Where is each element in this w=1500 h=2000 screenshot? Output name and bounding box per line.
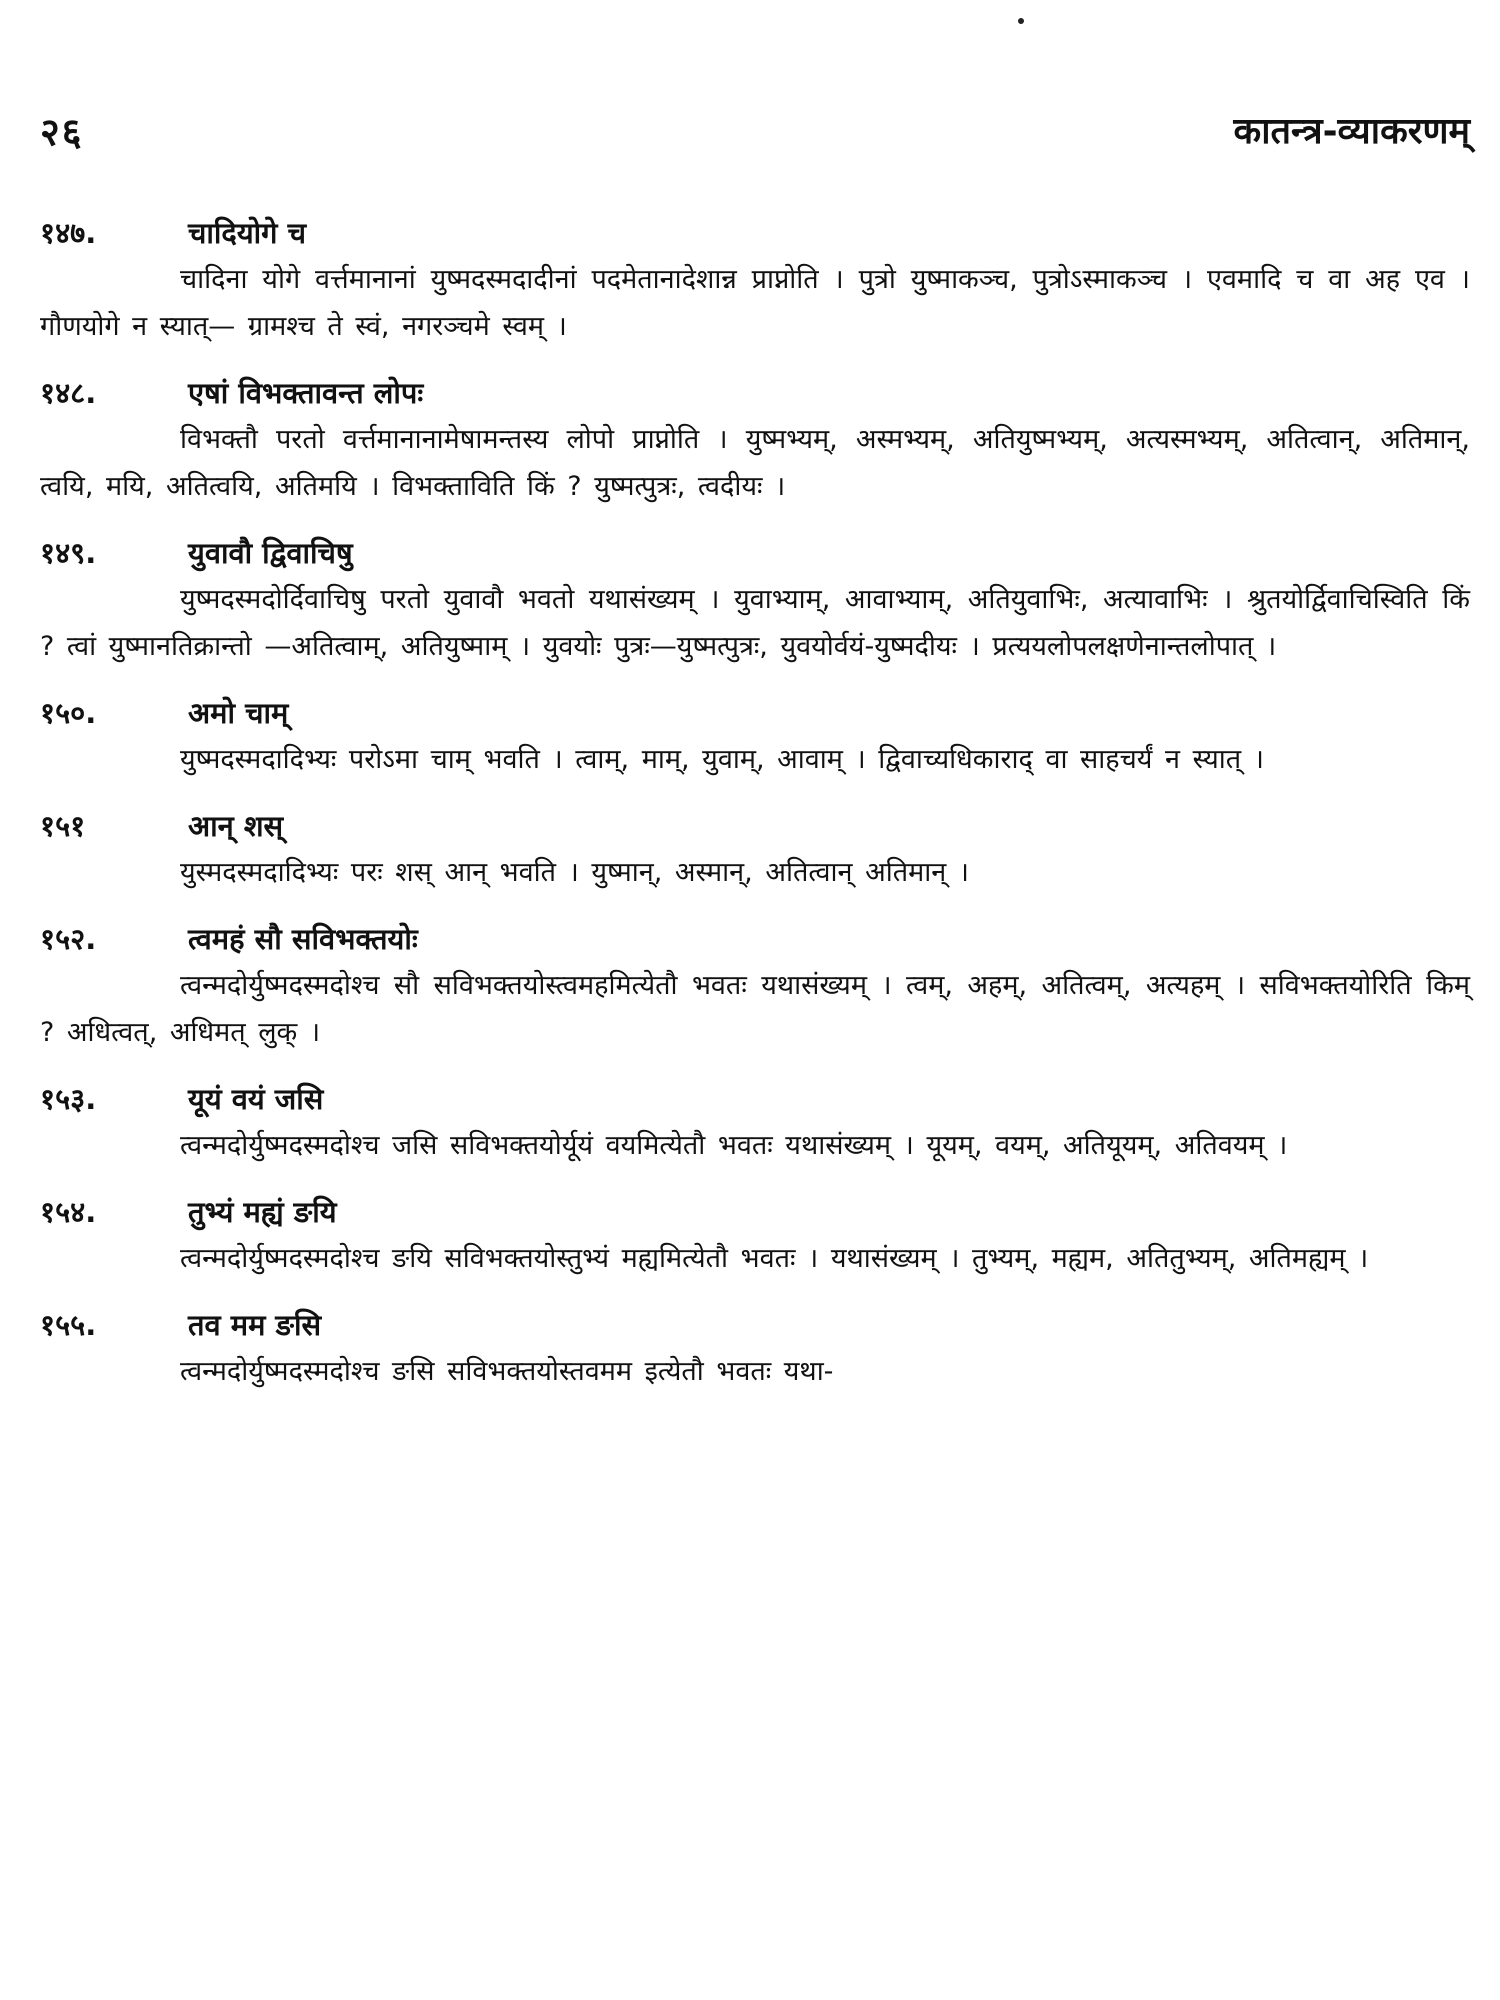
sutra-number: १४९. <box>40 536 97 570</box>
page-header <box>40 105 1470 165</box>
sutra-title: चादियोगे च <box>188 216 307 250</box>
sutra-title: यूयं वयं जसि <box>188 1082 324 1116</box>
sutra-152 <box>40 916 1470 1056</box>
sutra-title: युवावौ द्विवाचिषु <box>188 536 353 570</box>
sutra-title: अमो चाम् <box>188 696 289 730</box>
sutra-154 <box>40 1189 1470 1282</box>
scan-speck <box>1018 18 1024 24</box>
sutra-number: १५४. <box>40 1195 97 1229</box>
sutra-151 <box>40 803 1470 896</box>
sutra-149 <box>40 530 1470 670</box>
page-number: २६ <box>40 110 84 154</box>
sutra-commentary: विभक्तौ परतो वर्त्तमानानामेषामन्तस्य लोपो प्राप्नोति । युष्मभ्यम्, अस्मभ्यम्, अतियुष्मभ्यम्, अत्यस्मभ्यम्, अतित्वान्, अतिमान्, त्वयि, मयि, अतित्वयि, अतिमयि । विभक्ताविति किं ? युष्मत्पुत्रः, त्वदीयः । <box>40 424 1470 502</box>
sutra-title: त्वमहं सौ सविभक्तयोः <box>188 922 418 956</box>
sutra-147 <box>40 210 1470 350</box>
sutra-number: १४८. <box>40 376 97 410</box>
sutra-commentary: युस्मदस्मदादिभ्यः परः शस् आन् भवति । युष्मान्, अस्मान्, अतित्वान् अतिमान् । <box>180 857 970 888</box>
sutra-heading <box>40 530 1470 576</box>
sutra-153 <box>40 1076 1470 1169</box>
sutra-commentary: युष्मदस्मदादिभ्यः परोऽमा चाम् भवति । त्वाम्, माम्, युवाम्, आवाम् । द्विवाच्यधिकाराद् वा साहचर्यं न स्यात् । <box>180 744 1264 775</box>
sutra-heading <box>40 803 1470 849</box>
sutra-heading <box>40 370 1470 416</box>
sutra-title: तुभ्यं मह्यं ङयि <box>188 1195 337 1229</box>
sutra-number: १५१ <box>40 809 86 843</box>
sutra-commentary: त्वन्मदोर्युष्मदस्मदोश्च सौ सविभक्तयोस्त्वमहमित्येतौ भवतः यथासंख्यम् । त्वम्, अहम्, अतित्वम्, अत्यहम् । सविभक्तयोरिति किम् ? अधित्वत्, अधिमत् लुक् । <box>40 970 1470 1048</box>
sutra-150 <box>40 690 1470 783</box>
sutra-commentary: त्वन्मदोर्युष्मदस्मदोश्च जसि सविभक्तयोर्यूयं वयमित्येतौ भवतः यथासंख्यम् । यूयम्, वयम्, अतियूयम्, अतिवयम् । <box>180 1130 1288 1161</box>
sutra-heading <box>40 1076 1470 1122</box>
sutra-commentary: युष्मदस्मदोर्दिवाचिषु परतो युवावौ भवतो यथासंख्यम् । युवाभ्याम्, आवाभ्याम्, अतियुवाभिः, अत्यावाभिः । श्रुतयोर्द्विवाचिस्विति किं ? त्वां युष्मानतिक्रान्तो —अतित्वाम्, अतियुष्माम् । युवयोः पुत्रः—युष्मत्पुत्रः, युवयोर्वयं-युष्मदीयः । प्रत्ययलोपलक्षणेनान्तलोपात् । <box>40 584 1470 662</box>
sutra-title: तव मम ङसि <box>188 1308 322 1342</box>
sutra-155 <box>40 1302 1470 1395</box>
sutra-commentary: चादिना योगे वर्त्तमानानां युष्मदस्मदादीनां पदमेतानादेशान्न प्राप्नोति । पुत्रो युष्माकञ्च, पुत्रोऽस्माकञ्च । एवमादि च वा अह एव । गौणयोगे न स्यात्— ग्रामश्च ते स्वं, नगरञ्चमे स्वम् । <box>40 264 1470 342</box>
sutra-number: १५३. <box>40 1082 97 1116</box>
sutra-number: १५०. <box>40 696 97 730</box>
running-title: कातन्त्र-व्याकरणम् <box>1233 111 1470 152</box>
sutra-commentary: त्वन्मदोर्युष्मदस्मदोश्च ङसि सविभक्तयोस्तवमम इत्येतौ भवतः यथा- <box>180 1356 834 1387</box>
sutra-heading <box>40 690 1470 736</box>
sutra-number: १५५. <box>40 1308 97 1342</box>
sutra-title: आन् शस् <box>188 809 284 843</box>
page-content <box>40 210 1470 1415</box>
sutra-number: १४७. <box>40 216 97 250</box>
sutra-title: एषां विभक्तावन्त लोपः <box>188 376 424 410</box>
sutra-number: १५२. <box>40 922 97 956</box>
sutra-heading <box>40 1302 1470 1348</box>
sutra-148 <box>40 370 1470 510</box>
sutra-commentary: त्वन्मदोर्युष्मदस्मदोश्च ङयि सविभक्तयोस्तुभ्यं मह्यमित्येतौ भवतः । यथासंख्यम् । तुभ्यम्, मह्यम, अतितुभ्यम्, अतिमह्यम् । <box>180 1243 1369 1274</box>
sutra-heading <box>40 210 1470 256</box>
sutra-heading <box>40 916 1470 962</box>
sutra-heading <box>40 1189 1470 1235</box>
